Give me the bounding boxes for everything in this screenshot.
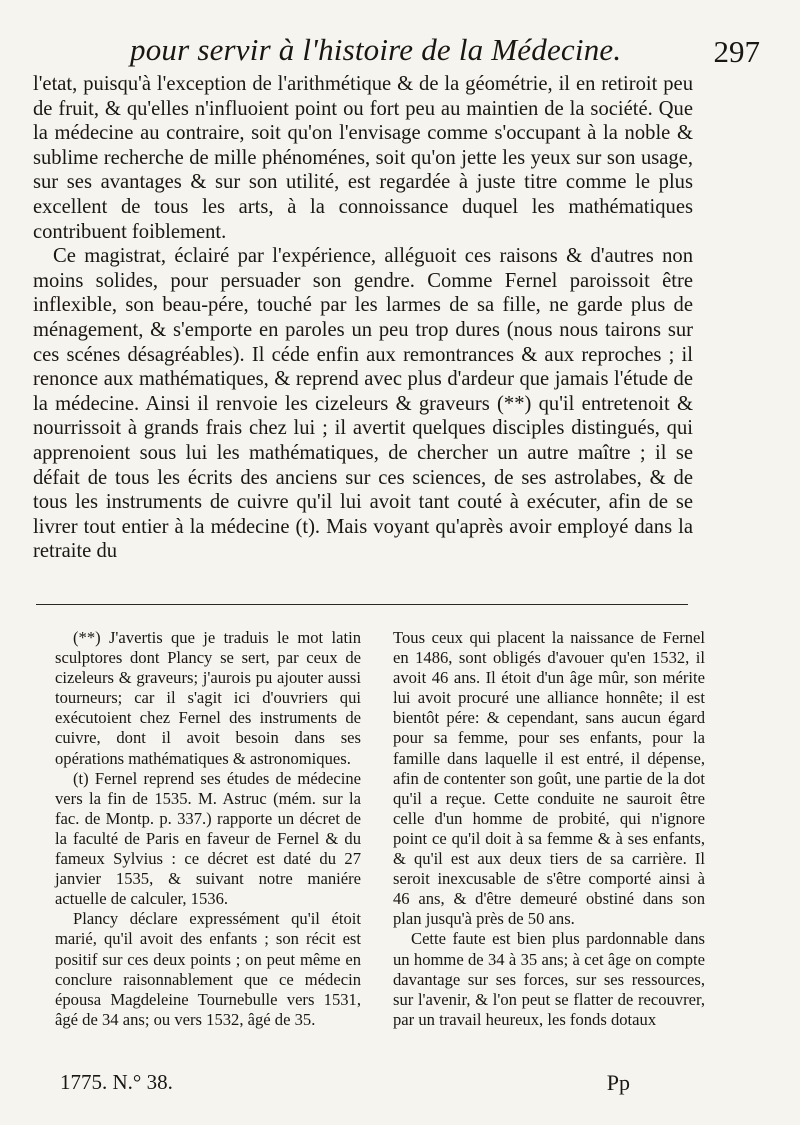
main-paragraph-2: Ce magistrat, éclairé par l'expérience, alléguoit ces raisons & d'autres non moins solides, pour persuader son gendre. Comme Fernel paroissoit être inflexible, son beau-pére, touché par les larmes de sa fille, ne garde plus de ménagement, & s'emporte en paroles un peu trop dures (nous nous tairons sur ces scénes désagréables). Il céde enfin aux remontrances & aux reproches ; il renonce aux mathématiques, & reprend avec plus d'ardeur que jamais l'étude de la médecine. Ainsi il renvoie les cizeleurs & graveurs (**) qu'il entretenoit & nourrissoit à grands frais chez lui ; il avertit quelques disciples distingués, qui apprenoient sous lui les mathématiques, de chercher un autre maître ; il se défait de tous les écrits des anciens sur ces sciences, de ses astrolabes, & de tous les instruments de cuivre qu'il lui avoit tant couté à exécuter, afin de se livrer tout entier à la médecine (t). Mais voyant qu'après avoir employé dans la retraite du: [33, 245, 693, 563]
main-paragraph-1: l'etat, puisqu'à l'exception de l'arithmétique & de la géométrie, il en retiroit peu de fruit, & qu'elles n'influoient point ou fort peu au maintien de la société. Que la médecine au contraire, soit qu'on l'envisage comme s'occupant à la noble & sublime recherche de mille phénoménes, soit qu'on jette les yeux sur son usage, sur ses avantages & sur son utilité, est regardée à juste titre comme le plus excellent de tous les arts, à la connoissance duquel les mathématiques contribuent foiblement.: [33, 73, 693, 243]
footnote-paragraph: Plancy déclare expressément qu'il étoit marié, qu'il avoit des enfants ; son récit est positif sur ces deux points ; on peut même en conclure raisonnablement que ce médecin épousa Magdeleine Tournebulle vers 1531, âgé de 34 ans; ou vers 1532, âgé de 35.: [55, 909, 361, 1029]
footnote-paragraph: Tous ceux qui placent la naissance de Fernel en 1486, sont obligés d'avouer qu'en 1532, il avoit 46 ans. Il étoit d'un âge mûr, son mérite lui avoit procuré une alliance honnête; il est bientôt pére: & cependant, sans aucun égard pour sa femme, pour ses enfants, pour la famille dans laquelle il est entré, il dépense, afin de contenter son goût, une partie de la dot qu'il a reçue. Cette conduite ne sauroit être celle d'un homme de probité, qui n'ignore point ce qu'il doit à sa femme & à ses enfants, & qu'il est aux deux tiers de sa carrière. Il seroit inexcusable de s'être comporté ainsi à 46 ans, & d'être demeuré obstiné dans son plan jusqu'à près de 50 ans.: [393, 628, 705, 929]
page-footer: [60, 1070, 740, 1100]
footnote-paragraph: Cette faute est bien plus pardonnable dans un homme de 34 à 35 ans; à cet âge on compte davantage sur ses forces, sur ses ressources, sur l'avenir, & l'on peut se flatter de recouvrer, par un travail heureux, les fonds dotaux: [393, 929, 705, 1029]
page-number: 297: [713, 34, 760, 69]
main-text: [33, 72, 693, 564]
footnote-separator-rule: [36, 604, 688, 605]
footnote-paragraph: (**) J'avertis que je traduis le mot latin sculptores dont Plancy se sert, par ceux de cizeleurs & graveurs; j'aurois pu ajouter aussi tourneurs; car il s'agit ici d'ouvriers qui exécutoient chez Fernel des instruments de cuivre, dont il avoit besoin dans ses opérations mathématiques & astronomiques.: [55, 628, 361, 768]
signature-mark: Pp: [606, 1070, 630, 1095]
issue-imprint: 1775. N.° 38.: [60, 1070, 173, 1094]
footnotes-right-column: [393, 628, 705, 1030]
footnote-paragraph: (t) Fernel reprend ses études de médecine vers la fin de 1535. M. Astruc (mém. sur la fac. de Montp. p. 337.) rapporte un décret de la faculté de Paris en faveur de Fernel & du fameux Sylvius : ce décret est daté du 27 janvier 1535, & suivant notre maniére actuelle de calculer, 1536.: [55, 768, 361, 909]
footnotes-left-column: [55, 628, 361, 1030]
page-header: [30, 30, 760, 70]
running-title: pour servir à l'histoire de la Médecine.: [130, 32, 622, 67]
